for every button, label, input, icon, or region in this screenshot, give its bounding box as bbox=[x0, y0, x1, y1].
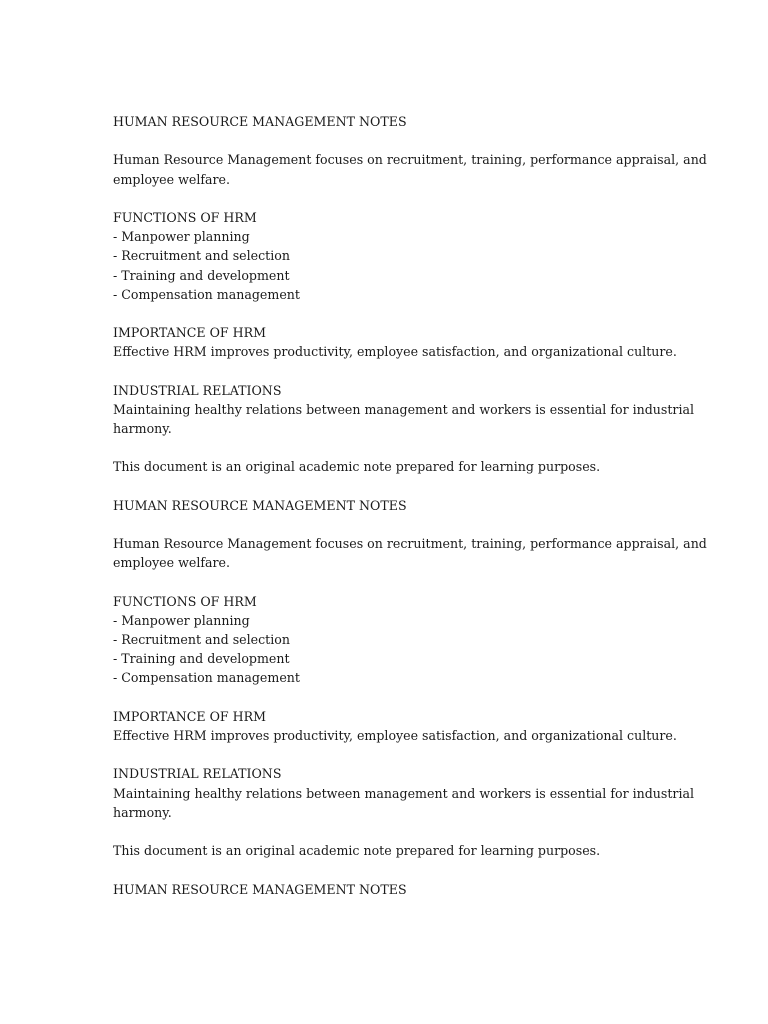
blank-line bbox=[113, 515, 673, 534]
doc-title: HUMAN RESOURCE MANAGEMENT NOTES bbox=[113, 497, 407, 513]
intro-paragraph-line: Human Resource Management focuses on recruitment, training, performance appraisal, and bbox=[113, 152, 707, 168]
section-heading-importance: IMPORTANCE OF HRM bbox=[113, 325, 267, 341]
intro-paragraph-line: employee welfare. bbox=[113, 171, 230, 187]
section-heading-functions: FUNCTIONS OF HRM bbox=[113, 209, 257, 225]
blank-line bbox=[113, 822, 673, 841]
blank-line bbox=[113, 745, 673, 764]
list-item: - Manpower planning bbox=[113, 612, 250, 628]
list-item: - Compensation management bbox=[113, 670, 300, 686]
importance-paragraph: Effective HRM improves productivity, employee satisfaction, and organizational culture. bbox=[113, 344, 677, 360]
list-item: - Recruitment and selection bbox=[113, 248, 290, 264]
blank-line bbox=[113, 438, 673, 457]
document-page bbox=[113, 112, 707, 899]
industrial-relations-paragraph-line: harmony. bbox=[113, 421, 172, 436]
blank-line bbox=[113, 131, 673, 150]
list-item: - Recruitment and selection bbox=[113, 632, 290, 648]
intro-paragraph-line: employee welfare. bbox=[113, 555, 230, 571]
blank-line bbox=[113, 361, 673, 380]
section-heading-industrial-relations: INDUSTRIAL RELATIONS bbox=[113, 766, 282, 782]
industrial-relations-paragraph-line: Maintaining healthy relations between management and workers is essential for industrial bbox=[113, 785, 695, 801]
blank-line bbox=[113, 573, 673, 592]
blank-line bbox=[113, 860, 673, 879]
disclaimer-text: This document is an original academic note prepared for learning purposes. bbox=[113, 459, 601, 475]
disclaimer-text: This document is an original academic note prepared for learning purposes. bbox=[113, 843, 601, 859]
section-heading-industrial-relations: INDUSTRIAL RELATIONS bbox=[113, 382, 282, 398]
doc-title: HUMAN RESOURCE MANAGEMENT NOTES bbox=[113, 881, 407, 897]
industrial-relations-paragraph-line: Maintaining healthy relations between management and workers is essential for industrial bbox=[113, 401, 695, 417]
doc-title: HUMAN RESOURCE MANAGEMENT NOTES bbox=[113, 114, 407, 129]
importance-paragraph: Effective HRM improves productivity, employee satisfaction, and organizational culture. bbox=[113, 728, 677, 743]
list-item: - Training and development bbox=[113, 267, 290, 283]
intro-paragraph-line: Human Resource Management focuses on recruitment, training, performance appraisal, and bbox=[113, 536, 707, 552]
list-item: - Manpower planning bbox=[113, 229, 250, 245]
industrial-relations-paragraph-line: harmony. bbox=[113, 804, 172, 820]
blank-line bbox=[113, 477, 673, 496]
blank-line bbox=[113, 304, 673, 323]
blank-line bbox=[113, 189, 673, 208]
section-heading-functions: FUNCTIONS OF HRM bbox=[113, 593, 257, 609]
blank-line bbox=[113, 688, 673, 707]
section-heading-importance: IMPORTANCE OF HRM bbox=[113, 708, 267, 724]
list-item: - Compensation management bbox=[113, 286, 300, 302]
list-item: - Training and development bbox=[113, 651, 290, 667]
